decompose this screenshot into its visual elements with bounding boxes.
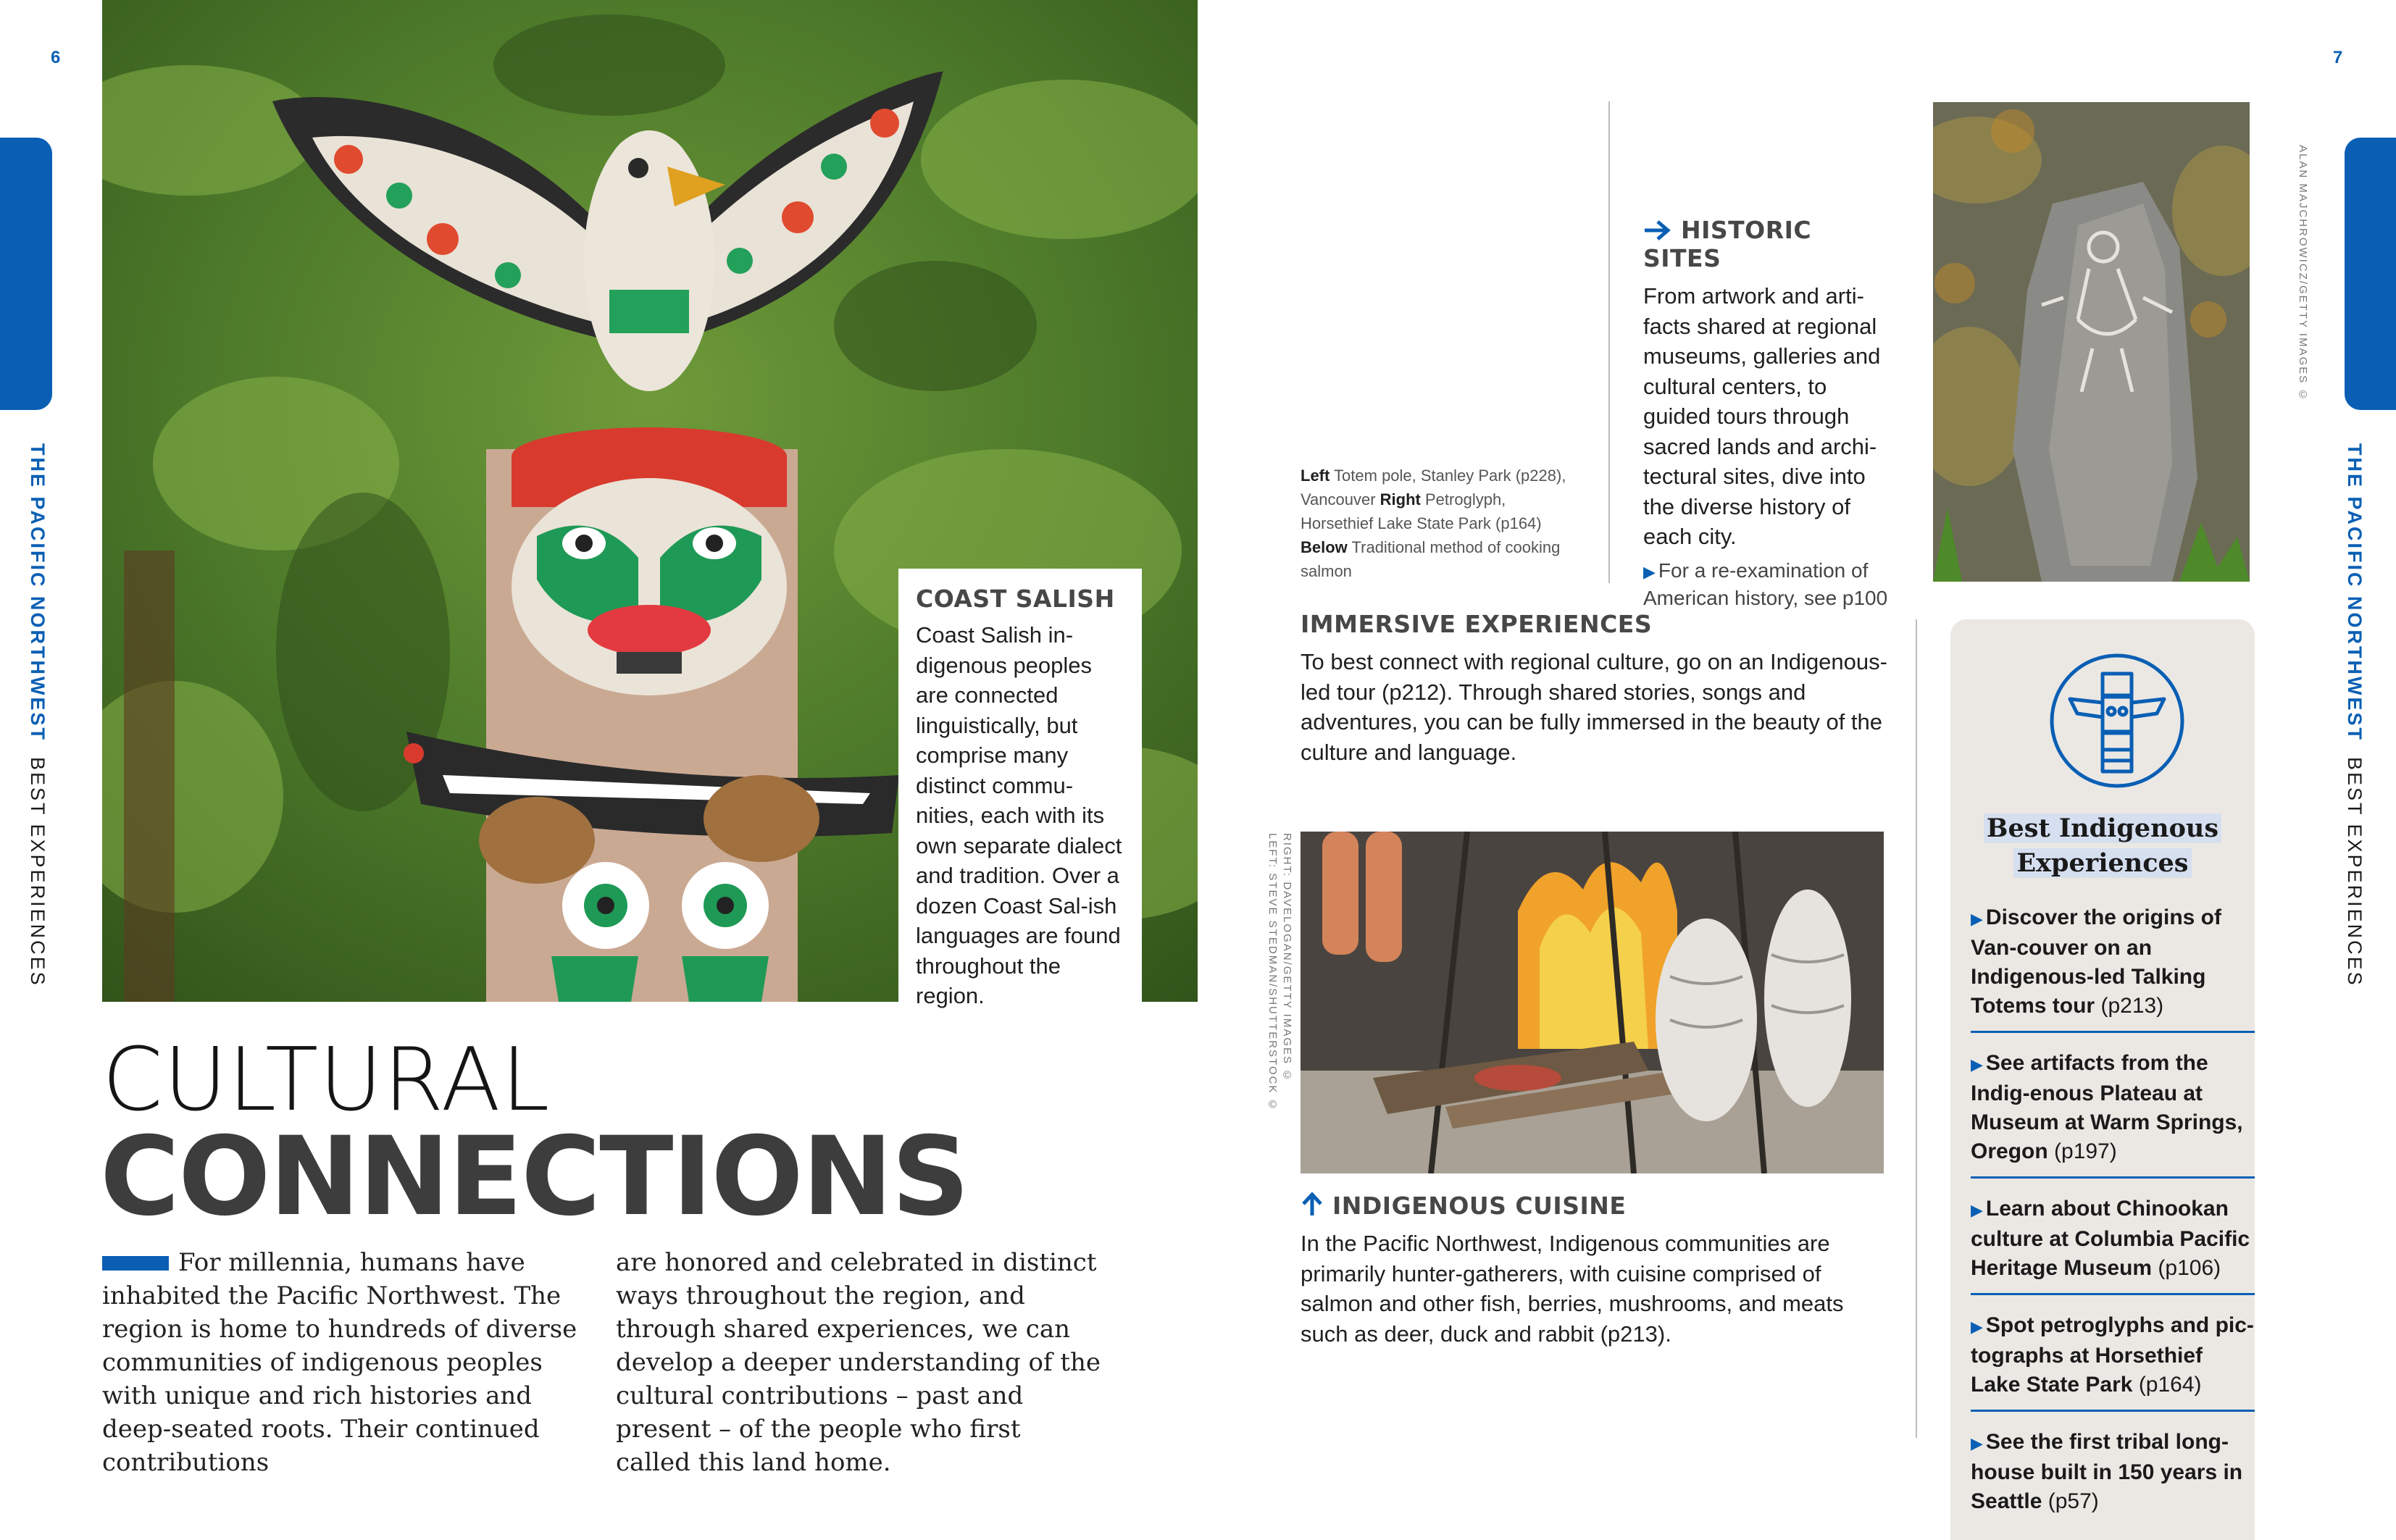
item-text: See artifacts from the Indig-enous Plateau at Museum at Warm Springs, Oregon bbox=[1971, 1051, 2243, 1163]
credit-petroglyph: ALAN MAJCHROWICZ/GETTY IMAGES © bbox=[2297, 145, 2309, 403]
credit-salmon-right: RIGHT: DAVELOGAN/GETTY IMAGES © bbox=[1281, 833, 1293, 1084]
totem-icon bbox=[2048, 652, 2186, 790]
list-item bbox=[1971, 1428, 2255, 1526]
historic-sites-see-also bbox=[1643, 558, 1890, 611]
panel-title-line-2: Experiences bbox=[2013, 848, 2191, 878]
list-item bbox=[1971, 1194, 2255, 1295]
coast-salish-heading: COAST SALISH bbox=[916, 585, 1115, 613]
triangle-bullet-icon: ▶ bbox=[1643, 562, 1656, 581]
coast-salish-sidebar bbox=[898, 569, 1142, 1018]
list-item bbox=[1971, 1049, 2255, 1179]
intro-column-1: For millennia, humans have inhabited the Pacific Northwest. The region is home to hundreds of diverse communities of indigenous peoples with unique and rich histories and deep-seated roots. Their continued contributions bbox=[102, 1248, 577, 1477]
historic-sites-heading bbox=[1643, 216, 1890, 272]
item-ref: (p164) bbox=[2138, 1373, 2202, 1397]
salmon-cooking-photo bbox=[1301, 832, 1884, 1173]
side-label-bold: THE PACIFIC NORTHWEST bbox=[27, 443, 49, 742]
triangle-bullet-icon: ▶ bbox=[1971, 1434, 1983, 1452]
caption-left-label: Left bbox=[1301, 466, 1330, 485]
item-ref: (p57) bbox=[2048, 1489, 2099, 1513]
cuisine-body: In the Pacific Northwest, Indigenous communities are primarily hunter-gatherers, with cuisine comprised of salmon and other fish, berries, mushrooms, and meats such as deer, duck and rabbit (p213). bbox=[1301, 1231, 1844, 1347]
immersive-body: To best connect with regional culture, go on an Indigenous-led tour (p212). Through shared stories, songs and adventures, you can be fully immersed in the beauty of the culture and language. bbox=[1301, 649, 1887, 765]
panel-list bbox=[1971, 903, 2275, 1526]
page-number-left: 6 bbox=[51, 48, 61, 67]
title-line-1: CULTURAL bbox=[102, 1030, 551, 1131]
triangle-bullet-icon: ▶ bbox=[1971, 910, 1983, 928]
photo-caption bbox=[1301, 464, 1579, 583]
triangle-bullet-icon: ▶ bbox=[1971, 1318, 1983, 1336]
historic-sites-body: From artwork and arti-facts shared at regional museums, galleries and cultural centers, to guided tours through sacred lands and archi-tectural sites, dive into the diverse history of each city. bbox=[1643, 283, 1881, 549]
best-experiences-panel bbox=[1950, 619, 2255, 1540]
caption-below-text: Traditional method of cooking salmon bbox=[1301, 538, 1561, 580]
immersive-section bbox=[1301, 610, 1895, 767]
historic-sites-title: HISTORIC SITES bbox=[1643, 216, 1812, 272]
see-also-text: For a re-examination of American history, see p100 bbox=[1643, 558, 1888, 609]
panel-title bbox=[1950, 811, 2255, 881]
list-item bbox=[1971, 903, 2255, 1033]
historic-sites-section bbox=[1643, 216, 1890, 611]
side-label-left bbox=[26, 443, 49, 987]
side-label-light: BEST EXPERIENCES bbox=[27, 757, 49, 987]
triangle-bullet-icon: ▶ bbox=[1971, 1055, 1983, 1074]
cuisine-section bbox=[1301, 1192, 1895, 1349]
side-label-right bbox=[2343, 443, 2366, 987]
coast-salish-body: Coast Salish in-digenous peoples are connected linguistically, but comprise many distinct commu-nities, each with its own separate dialect and tradition. Over a dozen Coast Sal-ish languages are found throughout the region. bbox=[916, 622, 1122, 1008]
page-number-right: 7 bbox=[2333, 48, 2343, 67]
caption-right-text: Petroglyph, Horsethief Lake State Park (p164) bbox=[1301, 490, 1542, 532]
arrow-right-icon bbox=[1643, 219, 1672, 241]
side-tab-left bbox=[0, 138, 52, 410]
item-text: See the first tribal long-house built in 150 years in Seattle bbox=[1971, 1430, 2243, 1513]
item-ref: (p213) bbox=[2100, 994, 2164, 1018]
cuisine-title: INDIGENOUS CUISINE bbox=[1332, 1192, 1627, 1220]
arrow-up-icon bbox=[1301, 1192, 1324, 1217]
item-ref: (p106) bbox=[2158, 1256, 2221, 1280]
item-ref: (p197) bbox=[2054, 1139, 2117, 1163]
cuisine-heading bbox=[1301, 1192, 1895, 1220]
panel-title-line-1: Best Indigenous bbox=[1984, 813, 2221, 843]
caption-right-label: Right bbox=[1379, 490, 1421, 509]
triangle-bullet-icon: ▶ bbox=[1971, 1201, 1983, 1219]
side-label-bold: THE PACIFIC NORTHWEST bbox=[2344, 443, 2366, 742]
immersive-heading: IMMERSIVE EXPERIENCES bbox=[1301, 610, 1653, 638]
item-text: Learn about Chinookan culture at Columbia Pacific Heritage Museum bbox=[1971, 1197, 2250, 1280]
intro-column-2: are honored and celebrated in distinct ways throughout the region, and through shared experiences, we can develop a deeper understanding of the cultural contributions – past and present – of the people who first called this land home. bbox=[616, 1248, 1101, 1477]
side-label-light: BEST EXPERIENCES bbox=[2344, 757, 2366, 987]
title-line-2: CONNECTIONS bbox=[100, 1114, 969, 1240]
petroglyph-photo bbox=[1933, 102, 2250, 582]
caption-left-text: Totem pole, Stanley Park (p228), Vancouver bbox=[1301, 466, 1566, 509]
item-text: Discover the origins of Van-couver on an Indigenous-led Talking Totems tour bbox=[1971, 905, 2221, 1018]
divider-historic bbox=[1608, 101, 1610, 583]
side-tab-right bbox=[2345, 138, 2396, 410]
credit-salmon-left: LEFT: STEVE STEDMAN/SHUTTERSTOCK © bbox=[1266, 833, 1279, 1113]
list-item bbox=[1971, 1311, 2255, 1412]
divider-panel bbox=[1916, 619, 1917, 1438]
caption-below-label: Below bbox=[1301, 538, 1348, 556]
item-text: Spot petroglyphs and pic-tographs at Horsethief Lake State Park bbox=[1971, 1313, 2254, 1397]
